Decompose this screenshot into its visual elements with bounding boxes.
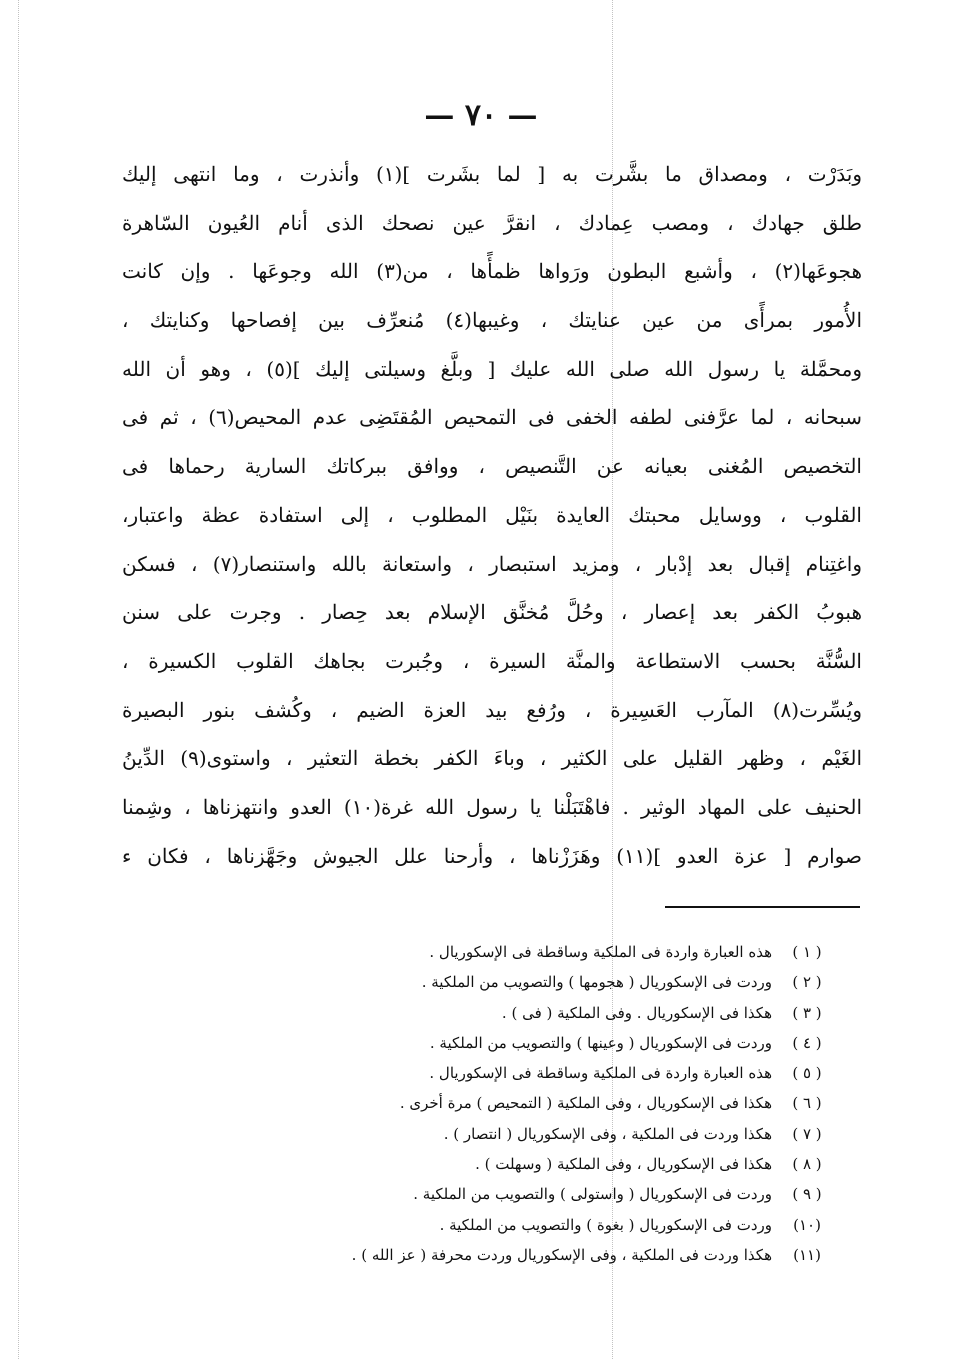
footnote [290, 1028, 830, 1058]
footnote-number: ( ١ ) [792, 943, 822, 961]
footnote-text: وردت فى الإسكوريال ( وعينها ) والتصويب من الملكية . [429, 1033, 772, 1052]
text-line: وبَدَرْت ، ومصداق ما بشَّرت به [ لما بشَرت ](١) وأنذرت ، وما انتهى إليك [122, 162, 862, 186]
footnote-text: هذه العبارة واردة فى الملكية وساقطة فى الإسكوريال . [429, 1064, 772, 1083]
text-line: الحنيف على المهاد الوثير . فاهْتَبَلْنا يا رسول الله غرة(١٠) العدو وانتهزناها ، وشِمنا [122, 794, 862, 819]
text-line: التخصيص المُغنى بعيانه عن التَّنصيص ، ووافق ببركاتك السارية رحماها فى [122, 454, 862, 479]
footnote-number: ( ٣ ) [792, 1003, 822, 1022]
footnote-number: ( ٥ ) [792, 1064, 822, 1083]
footnote-number: ( ٩ ) [792, 1185, 822, 1204]
footnote-text: وردت فى الإسكوريال ( بغوة ) والتصويب من الملكية . [439, 1215, 772, 1234]
scan-edge-line [18, 0, 19, 1359]
footnote-text: هكذا فى الإسكوريال ، وفى الملكية ( التمحيص ) مرة أخرى . [399, 1094, 772, 1113]
text-line: الأُمور بمرأًى من عين عنايتك ، وغيبها(٤) مُنعرِّف بين إفصاحها وكنايتك ، [122, 308, 862, 333]
text-line: هبوبُ الكفر بعد إعصار ، وحُلَّ مُخنَّق الإسلام بعد حِصار . وجرت على سنن [122, 600, 862, 625]
footnote-text: هكذا فى الإسكوريال . وفى الملكية ( فى ) . [501, 1003, 772, 1022]
footnote-number: ( ٢ ) [792, 973, 822, 992]
footnotes [290, 937, 830, 1270]
footnote-text: هذه العبارة واردة فى الملكية وساقطة فى الإسكوريال . [429, 943, 772, 961]
text-line: طلق جهادك ، ومصب عِمادك ، انقرَّ عين نصحك الذى أنام العُيون السّاهرة [122, 210, 862, 235]
footnote-text: هكذا وردت فى الملكية ، وفى الإسكوريال ( انتصار ) . [443, 1124, 772, 1143]
footnote [290, 1210, 830, 1240]
text-line: هجوعَها(٢) ، وأشبع البطون ورَواها ظمأًها ، من(٣) الله وجوعَها . وإن كانت [122, 259, 862, 284]
text-line: سبحانه ، لما عرَّفنى لطفه الخفى فى التمحيص المُقتَضِى عدم المحيص(٦) ، ثم فى [122, 405, 862, 430]
text-line: ومحمَّلة يا رسول الله صلى الله عليك [ وبلَّغ وسيلتى إليك ](٥) ، وهو أن الله [122, 356, 862, 381]
text-line: السُّنَّة بحسب الاستطاعة والمنَّة السيرة ، وجُبرت بجاهك القلوب الكسيرة ، [122, 648, 862, 673]
text-line: واغتِنام إقبال بعد إدْبار ، ومزيد استبصار ، واستعانة بالله واستنصار(٧) ، فسكن [122, 551, 862, 576]
footnote [290, 1149, 830, 1179]
footnote [290, 937, 830, 967]
footnote [290, 967, 830, 997]
footnote-text: هكذا فى الإسكوريال ، وفى الملكية ( وسهلت ) . [475, 1155, 772, 1174]
footnote-text: وردت فى الإسكوريال ( هجومها ) والتصويب من الملكية . [421, 973, 772, 992]
text-line: القلوب ، ووسايل محبتك العايدة بنَيْل المطلوب ، إلى استفادة عظة واعتبار، [122, 502, 862, 527]
footnote-number: ( ٧ ) [792, 1124, 822, 1143]
text-line: الغَيْم ، وظهر القليل على الكثير ، وباءَ الكفر بخطة التعثير ، واستوى(٩) الدِّينُ [122, 746, 862, 771]
footnote [290, 1240, 830, 1270]
footnote-separator [665, 906, 860, 908]
footnote-number: (١٠) [793, 1215, 821, 1234]
text-line: صوارم [ عزة العدو ](١١) وهَزَزْناها ، وأرحنا علل الجيوش وجَهَّزناها ، فكان ء [122, 843, 862, 868]
footnote [290, 1058, 830, 1088]
footnote [290, 1119, 830, 1149]
footnote [290, 1088, 830, 1118]
page-number: — ٧٠ — [424, 98, 538, 133]
footnote [290, 1179, 830, 1209]
footnote-number: ( ٨ ) [792, 1155, 822, 1174]
footnote-text: وردت فى الإسكوريال ( واستولى ) والتصويب من الملكية . [413, 1185, 772, 1204]
main-text [122, 150, 862, 880]
footnote-text: هكذا وردت فى الملكية ، وفى الإسكوريال وردت محرفة ( عز الله ) . [351, 1245, 772, 1264]
footnote-number: (١١) [793, 1245, 821, 1264]
footnote-number: ( ٦ ) [792, 1094, 822, 1113]
text-line: ويُسِّرت(٨) المآرب العَسِيرة ، ورُفع بيد العزة الضيم ، وكُشف بنور البصيرة [122, 697, 862, 722]
footnote [290, 998, 830, 1028]
footnote-number: ( ٤ ) [792, 1033, 822, 1052]
